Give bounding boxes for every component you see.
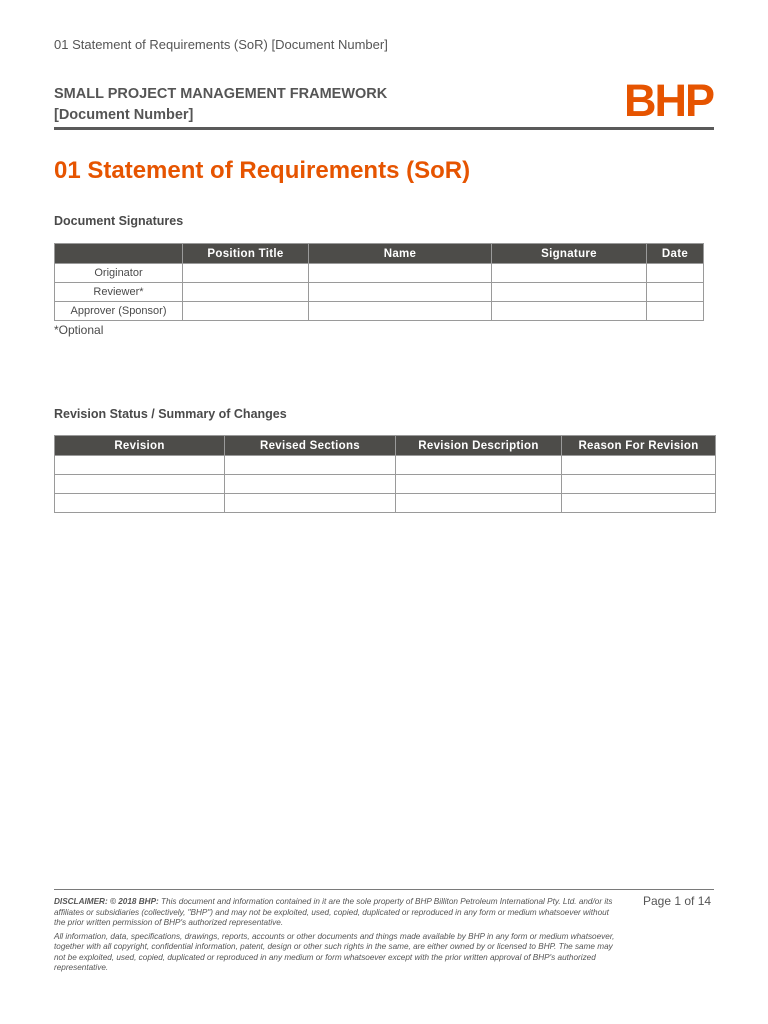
table-row	[55, 283, 704, 302]
table-row	[55, 264, 704, 283]
reason-cell[interactable]	[562, 475, 716, 494]
revision-cell[interactable]	[55, 494, 225, 513]
framework-title: SMALL PROJECT MANAGEMENT FRAMEWORK	[54, 86, 388, 102]
table-row	[55, 456, 716, 475]
row-label: Approver (Sponsor)	[55, 302, 183, 321]
column-header: Revision	[55, 436, 225, 456]
page-title: 01 Statement of Requirements (SoR)	[54, 157, 471, 184]
optional-note: *Optional	[54, 323, 104, 337]
date-cell[interactable]	[647, 283, 704, 302]
table-row	[55, 302, 704, 321]
reason-cell[interactable]	[562, 456, 716, 475]
date-cell[interactable]	[647, 264, 704, 283]
table-row	[55, 494, 716, 513]
reason-cell[interactable]	[562, 494, 716, 513]
row-label: Originator	[55, 264, 183, 283]
disclaimer-text-1: This document and information contained in it are the sole property of BHP Billiton Petroleum International Pty. Ltd. and/or its affiliates or subsidiaries (collectively, "BHP") and may not be exploited, used, copied, duplicated or reproduced in any form or medium whatsoever without the prior written permission of BHP's authorized representative.	[54, 897, 613, 927]
revisions-header-row	[55, 436, 716, 456]
revised-sections-cell[interactable]	[225, 494, 396, 513]
revision-cell[interactable]	[55, 456, 225, 475]
revision-cell[interactable]	[55, 475, 225, 494]
column-header: Signature	[492, 244, 647, 264]
position-title-cell[interactable]	[183, 264, 309, 283]
document-number: [Document Number]	[54, 107, 194, 123]
revised-sections-cell[interactable]	[225, 475, 396, 494]
name-cell[interactable]	[309, 302, 492, 321]
disclaimer-paragraph-1	[54, 897, 620, 929]
position-title-cell[interactable]	[183, 283, 309, 302]
revised-sections-cell[interactable]	[225, 456, 396, 475]
revision-description-cell[interactable]	[396, 475, 562, 494]
signatures-heading: Document Signatures	[54, 214, 184, 228]
column-header: Revision Description	[396, 436, 562, 456]
revision-description-cell[interactable]	[396, 494, 562, 513]
revisions-table	[54, 435, 716, 513]
signatures-header-row	[55, 244, 704, 264]
column-header: Date	[647, 244, 704, 264]
column-header: Name	[309, 244, 492, 264]
column-header: Position Title	[183, 244, 309, 264]
position-title-cell[interactable]	[183, 302, 309, 321]
column-header: Revised Sections	[225, 436, 396, 456]
row-label: Reviewer*	[55, 283, 183, 302]
name-cell[interactable]	[309, 264, 492, 283]
column-header: Reason For Revision	[562, 436, 716, 456]
revision-description-cell[interactable]	[396, 456, 562, 475]
footer-divider	[54, 889, 714, 890]
header-divider	[54, 127, 714, 130]
column-header	[55, 244, 183, 264]
signature-cell[interactable]	[492, 264, 647, 283]
page-number: Page 1 of 14	[643, 894, 712, 908]
disclaimer-label: DISCLAIMER: © 2018 BHP:	[54, 897, 159, 906]
signature-cell[interactable]	[492, 283, 647, 302]
bhp-logo: BHP	[624, 75, 714, 126]
revisions-heading: Revision Status / Summary of Changes	[54, 407, 287, 421]
disclaimer-paragraph-2: All information, data, specifications, drawings, reports, accounts or other documents and things made available by BHP in any form or medium whatsoever, together with all copyright, confidential information, patent, design or other such rights in the same, are either owned by or licensed to BHP. The same may not be exploited, used, copied, duplicated or reproduced in any medium or form whatsoever except with the prior written approval of BHP's authorized representative.	[54, 931, 615, 972]
name-cell[interactable]	[309, 283, 492, 302]
date-cell[interactable]	[647, 302, 704, 321]
signature-cell[interactable]	[492, 302, 647, 321]
signatures-table	[54, 243, 704, 321]
table-row	[55, 475, 716, 494]
document-header	[54, 84, 387, 126]
disclaimer	[54, 897, 620, 977]
running-header: 01 Statement of Requirements (SoR) [Document Number]	[54, 37, 388, 52]
